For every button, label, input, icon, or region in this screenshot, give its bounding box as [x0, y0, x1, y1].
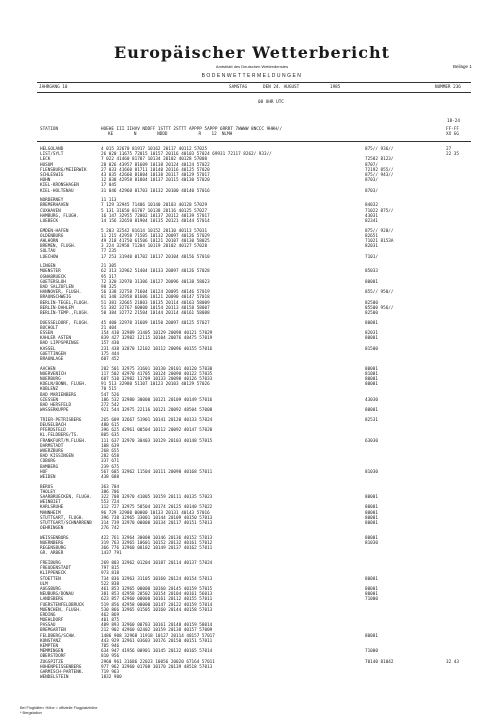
station-observation: 98 325	[101, 285, 117, 290]
station-name: WEINBIET	[40, 500, 61, 506]
station-name: PFERDSFELD	[40, 428, 66, 434]
station-name: SCHLESWIG	[40, 172, 64, 178]
station-extra: 82651	[365, 233, 378, 239]
station-extra: 63030	[365, 438, 378, 444]
station-extra: 80001	[365, 586, 378, 592]
station-name: GOETTINGEN	[40, 351, 66, 357]
station-extra: 82531	[365, 417, 378, 423]
station-name: ZUGSPITZE	[40, 659, 64, 665]
station-observation: 268 655	[101, 448, 120, 454]
station-name: CUXHAVEN	[40, 208, 61, 214]
station-name: KIEL-KRONSHAGEN	[40, 183, 79, 189]
station-extra: 80001	[365, 382, 378, 388]
station-name: KONSTANZ	[40, 638, 61, 644]
station-name: THOLEY	[40, 489, 56, 495]
station-observation: 705 946	[101, 644, 120, 649]
col-codes: HOEHE III IIHVV NDDFF 1STTT 2STTT APPPP 5APPP 6RRRT 7WWWW 8NCCC 9HHH//	[101, 127, 283, 132]
station-name: KIEL-HOLTENAU	[40, 188, 74, 194]
station-extra: 8703/	[365, 178, 378, 184]
station-observation: 11 215 42958 71505 10132 20097 40126 57029	[101, 233, 210, 239]
footer-note-2: * Bergstation	[20, 711, 42, 715]
station-observation: 62 313 32962 51404 10133 20097 40126 57028	[101, 269, 210, 275]
station-name: KARLSRUHE	[40, 505, 64, 511]
station-name: KOELN/BONN, FLUGH.	[40, 382, 87, 388]
station-extra: 80001	[365, 510, 378, 516]
station-name: DARMSTADT	[40, 443, 64, 449]
station-observation: 3 224 32958 71204 10119 20102 40127 57028	[101, 244, 208, 250]
station-name: LIST/SYLT	[40, 152, 64, 158]
station-name: OBERSTDORF	[40, 654, 66, 660]
station-name: FRANKFURT/M.FLUGH.	[40, 438, 87, 444]
station-name: HAMBURG, FLUGH.	[40, 213, 79, 219]
station-observation: 7 129 32945 71406 10140 20103 40120 57029	[101, 203, 208, 209]
station-name: BRAUNLAGE	[40, 356, 64, 362]
station-observation: 337 671	[101, 459, 120, 465]
station-extra: 8707/	[365, 162, 378, 168]
station-name: BOCHOLT	[40, 325, 59, 331]
station-observation: 28 026 43957 81609 10138 20124 40124 57022	[101, 162, 210, 168]
station-observation: 231 438 32870 12102 10112 20096 40155 57016	[101, 346, 213, 352]
station-name: LINGEN	[40, 264, 56, 270]
station-observation: 17 253 31940 01702 10117 20104 40156 57010	[101, 254, 210, 260]
station-observation: 443 929 32961 03603 10176 20150 40151 57011	[101, 638, 213, 644]
station-name: WEIDEN	[40, 474, 56, 480]
jahrgang: JAHRGANG 10	[39, 84, 68, 90]
station-name: BAD HERSFELD	[40, 402, 72, 408]
station-extra: 80001	[365, 366, 378, 372]
station-observation: 805 635	[101, 433, 120, 439]
station-extra: 80001	[365, 520, 378, 526]
station-observation: 21 404	[101, 325, 117, 331]
station-name: TRIER-PETRISBERG	[40, 417, 82, 423]
station-name: GIESSEN	[40, 397, 59, 403]
col-codes-2: KE N NDDD R 12 NLMH	[108, 132, 233, 137]
station-observation: 14 156 32658 81904 10135 20121 40144 57014	[101, 218, 210, 224]
station-name: AUGSBURG	[40, 586, 61, 592]
station-name: FUERSTENFELDBRUCK	[40, 602, 84, 608]
station-extra: 71000	[365, 597, 378, 603]
station-observation: 56 338 32758 71604 10124 20095 40146 57019	[101, 290, 210, 296]
station-observation: 117 502 42970 41705 10124 20090 40122 57035	[101, 371, 213, 377]
station-observation: 239 675	[101, 464, 120, 470]
date: DEN 24. AUGUST	[263, 84, 300, 90]
station-extra: 43031	[365, 213, 378, 219]
station-name: STUTTGART/SCHNARRENB	[40, 520, 92, 526]
station-name: MUENCHEN, FLUGH.	[40, 607, 82, 613]
station-extra: 875// 920//	[365, 228, 394, 234]
station-observation: 422 761 32964 30000 10146 20136 40152 57013	[101, 535, 213, 541]
station-observation: 314 739 32970 00000 10134 20117 40151 57013	[101, 520, 213, 526]
station-name: FREUDENSTADT	[40, 566, 72, 572]
station-observation: 72 320 32970 31306 10127 20096 40138 58023	[101, 279, 210, 285]
station-name: GUETERSLOH	[40, 279, 66, 285]
station-observation: 154 410 32989 31405 10129 20098 40121 57029	[101, 331, 213, 336]
station-observation: 386 706	[101, 489, 120, 495]
station-name: SOLTAU	[40, 249, 56, 255]
station-observation: 175 444	[101, 351, 120, 357]
station-name: OEHRINGEN	[40, 526, 64, 532]
wind-list	[446, 147, 486, 680]
station-name: BERLIN-TEGEL,FLUGH.	[40, 300, 90, 306]
station-name: LANDSBERG	[40, 597, 64, 603]
station-name: WEISSENBURG	[40, 535, 69, 541]
station-name: FLENSBURG/MEIERWIK	[40, 167, 87, 173]
station-name: KLIPPENECK	[40, 571, 66, 577]
station-observation: 977 962 32960 01708 10170 20139 48518 57013	[101, 664, 213, 670]
station-name: KL.FELDBERG/TS.	[40, 433, 79, 439]
station-observation: 50 384 32772 21504 10144 20114 40161 58008	[101, 310, 210, 316]
station-observation: 81 348 32958 01606 10121 20090 40147 57018	[101, 295, 210, 301]
station-name: LUEBECK	[40, 218, 59, 224]
station-extra	[365, 675, 425, 680]
station-extra: 81001	[365, 371, 378, 377]
col-ff: FF-FF	[446, 127, 459, 132]
station-name: AHLHORN	[40, 239, 59, 244]
station-observation: 1486 908 32968 11918 10127 20114 40157 57017	[101, 633, 215, 639]
station-extra: 875// 936//	[365, 147, 394, 152]
station-observation: 921 544 32975 22116 10121 20092 48504 57008	[101, 408, 213, 414]
station-observation: 366 776 32960 00102 10149 20137 40162 57011	[101, 546, 213, 552]
station-extra: 82031	[365, 244, 378, 250]
page-title: Europäischer Wetterbericht	[114, 43, 390, 62]
station-name: HOHENPEISSENBERG	[40, 664, 82, 670]
station-observation: 108 639	[101, 443, 120, 449]
station-observation: 810 956	[101, 654, 120, 660]
section-title: BODENWETTERMELDUNGEN	[201, 73, 303, 79]
station-wind: 27	[446, 147, 452, 152]
station-observation: 797 815	[101, 566, 120, 572]
col-station: STATION	[40, 127, 59, 132]
page-subtitle: Amtsblatt des Deutschen Wetterdienstes	[215, 64, 289, 69]
station-name: HUSUM	[40, 162, 53, 168]
station-observation: 438 688	[101, 474, 120, 480]
station-extra: 80001	[365, 576, 378, 582]
station-observation: 461 853 32965 00000 10160 20145 40159 57015	[101, 586, 213, 592]
station-extra: 80001	[365, 408, 378, 414]
station-name: EMDEN-HAFEN	[40, 228, 69, 234]
header-rule	[37, 141, 471, 142]
station-name: STUTTGART, FLUGH.	[40, 515, 84, 521]
station-observation: 276 742	[101, 526, 120, 532]
station-name: OSNABRUECK	[40, 274, 66, 280]
station-name: ULM	[40, 581, 48, 587]
footer-note-1: Bei Flughäfen: Höhe = offizielle Flugplatzhöhe	[20, 706, 98, 710]
station-observation: 96 729 32980 00000 10133 20131 40143 57016	[101, 510, 210, 516]
station-observation: 396 625 42961 00504 10112 20092 40147 57020	[101, 428, 213, 434]
station-observation: 112 727 32975 50504 10174 20125 40140 57022	[101, 505, 213, 511]
station-name: MUENSTER	[40, 269, 61, 275]
station-name: BREMERHAVEN	[40, 203, 69, 209]
station-observation: 522 838	[101, 581, 120, 587]
time-label: 00 UHR UTC	[258, 100, 284, 105]
day: SAMSTAG	[229, 84, 248, 90]
station-observation: 607 452	[101, 356, 120, 362]
station-extra: 80001	[365, 592, 378, 598]
station-observation: 839 427 32982 12115 10104 20076 48475 57019	[101, 336, 213, 342]
station-name: MANNHEIM	[40, 510, 61, 516]
station-name: NEUBURG/DONAU	[40, 592, 74, 598]
station-name: STOETTEN	[40, 576, 61, 582]
station-observation: 70 515	[101, 387, 117, 393]
station-extra: 71022 875//	[365, 208, 397, 214]
station-extra: 80001	[365, 279, 378, 285]
station-observation: 5 203 32542 81614 10152 20110 40113 57031	[101, 228, 208, 234]
station-name: BREMGARTEN	[40, 628, 66, 634]
station-name: BERLIN-DAHLEM	[40, 305, 74, 311]
station-name: WUERZBURG	[40, 448, 64, 454]
station-observation: 480 615	[101, 423, 120, 428]
station-extra: 875// 943//	[365, 172, 394, 178]
station-name: KOBLENZ	[40, 387, 59, 393]
station-observation: 269 803 32962 01204 10187 20114 40137 57024	[101, 561, 213, 566]
station-wind	[446, 675, 486, 680]
station-name: PASSAU	[40, 623, 56, 629]
station-observation: 186 532 32980 30000 10121 20109 40149 57016	[101, 397, 213, 403]
station-name: WASSERKUPPE	[40, 408, 69, 414]
station-extra: 85033	[365, 269, 378, 275]
station-observation: 363 704	[101, 484, 120, 490]
station-observation: 567 685 32962 11504 10111 20098 40168 57011	[101, 469, 213, 475]
station-extra: 80001	[365, 320, 378, 326]
station-name: WENDELSTEIN	[40, 675, 69, 681]
station-name: NORDERNEY	[40, 198, 64, 204]
station-name: NUERNBERG	[40, 540, 64, 546]
station-observation: 157 430	[101, 341, 120, 347]
station-extra: 80001	[365, 633, 378, 639]
station-extra: 82500	[365, 300, 378, 306]
station-name: HELGOLAND	[40, 147, 64, 152]
observation-list	[101, 147, 351, 680]
station-extra: 71021 8153A	[365, 239, 394, 244]
station-extra: 80001	[365, 336, 378, 342]
station-name: HOF	[40, 469, 48, 475]
station-wind: 32 43	[446, 659, 459, 665]
station-observation: 31 046 42960 81703 10132 20100 40140 57016	[101, 188, 210, 194]
station-observation: 43 035 42660 81804 10138 20117 40129 57017	[101, 172, 210, 178]
station-extra: 81500	[365, 346, 378, 352]
station-name: HANNOVER, FLUGH.	[40, 290, 82, 296]
station-extra: 43030	[365, 397, 378, 403]
station-observation: 734 836 32963 31105 10160 20124 40154 57013	[101, 576, 213, 582]
station-name: KASSEL	[40, 346, 56, 352]
station-name: LECK	[40, 157, 51, 163]
station-observation: 1437 791	[101, 551, 122, 557]
station-extra: 81030	[365, 469, 378, 475]
station-observation: 4 015 32670 81917 10162 20117 40112 57025	[101, 147, 208, 152]
station-observation: 519 856 42958 00000 10147 20122 40159 57014	[101, 602, 213, 608]
station-name: BREMEN, FLUGH.	[40, 244, 77, 250]
station-wind: 22 35	[446, 152, 459, 158]
station-extra: 8703/	[365, 188, 378, 194]
station-extra: 80001	[365, 515, 378, 521]
station-observation: 27 033 41660 81711 10140 20116 40125 57020	[101, 167, 210, 173]
station-name: MEMMINGEN	[40, 649, 64, 655]
footer	[20, 706, 98, 716]
station-observation: 396 738 32965 33001 10144 20109 40150 57013	[101, 515, 213, 521]
station-observation: 95 317	[101, 274, 117, 280]
station-name: KEMPTEN	[40, 644, 59, 649]
station-name: FELDBERG/SCHW.	[40, 633, 77, 639]
year: 1985	[330, 84, 341, 90]
station-observation: 265 609 32667 51901 10141 20120 40133 57024	[101, 417, 213, 423]
station-extra: 855// 950//	[365, 290, 394, 296]
station-extra: 81030	[365, 540, 378, 546]
station-observation: 202 501 32975 31601 10130 20101 40120 57030	[101, 366, 213, 372]
station-name: AACHEN	[40, 366, 56, 372]
station-name: DUESSELDORF, FLUGH.	[40, 320, 90, 326]
station-observation: 49 218 41750 61506 10121 20107 40130 58025	[101, 239, 210, 244]
station-name: REGENSBURG	[40, 546, 66, 552]
col-hours: 18-24	[447, 119, 460, 124]
station-observation: 12 038 42958 81804 10137 20115 40130 57020	[101, 178, 210, 184]
beilage-label: Beilage 1	[453, 64, 472, 69]
station-name: HOHN	[40, 178, 51, 184]
station-name: SAARBRUECKEN, FLUGH.	[40, 494, 92, 500]
station-observation: 409 893 32960 00703 10161 20148 40159 58014	[101, 623, 213, 629]
station-name: FREIBURG	[40, 561, 61, 566]
station-observation: 381 853 42958 20502 10154 20104 40161 56013	[101, 592, 213, 598]
station-observation: 17 045	[101, 183, 117, 189]
extra-groups-list	[365, 147, 425, 680]
station-name: DEUSELBACH	[40, 423, 66, 428]
station-observation: 634 947 41956 00901 10145 20132 40165 57014	[101, 649, 213, 655]
station-extra: 72192 855//	[365, 167, 394, 173]
station-observation: 5 131 31650 81707 10138 20116 40125 57027	[101, 208, 208, 214]
station-observation: 45 400 32970 31609 10150 20097 40125 57027	[101, 320, 210, 326]
station-extra: 7101/	[365, 254, 378, 260]
station-extra: 71000	[365, 649, 378, 655]
station-observation: 7 022 41460 81707 10134 20102 40128 57008	[101, 157, 208, 163]
station-name: GARMISCH-PARTENK.	[40, 669, 84, 675]
station-name: NOERVENICH	[40, 371, 66, 377]
station-observation: 111 637 32970 30403 10129 20103 40148 57015	[101, 438, 213, 444]
station-extra: 85500 956//	[365, 305, 394, 311]
station-name: BAD MARIENBERG	[40, 392, 77, 398]
station-name: ERDING	[40, 612, 56, 618]
station-observation: 607 510 32982 11709 10133 20098 40126 57033	[101, 377, 213, 382]
station-observation: 282 658	[101, 454, 120, 460]
station-observation: 51 382 32767 60000 10154 20113 40158 58007	[101, 305, 210, 311]
station-observation: 462 869	[101, 612, 120, 618]
station-observation: 16 147 32955 72002 10137 20112 40139 57017	[101, 213, 210, 219]
station-observation: 51 381 32665 21803 10135 20114 40163 58009	[101, 300, 210, 306]
station-name: BAD KISSINGEN	[40, 454, 74, 460]
station-extra: 84032	[365, 203, 378, 209]
info-row	[37, 82, 471, 93]
station-observation: 553 724	[101, 500, 120, 506]
station-name: LUECHOW	[40, 254, 59, 260]
station-observation: 319 763 32965 10601 10152 20132 40161 57012	[101, 540, 213, 546]
station-observation: 91 513 32980 51107 10123 20103 40129 57026	[101, 382, 210, 388]
station-observation: 77 235	[101, 249, 117, 255]
station-name: KAHLER ASTEN	[40, 336, 72, 342]
station-name: NUERBURG	[40, 377, 61, 382]
station-name: BERUS	[40, 484, 53, 490]
station-observation: 973 818	[101, 571, 120, 577]
station-observation: 719 963	[101, 669, 120, 675]
station-name: BRAUNSCHWEIG	[40, 295, 72, 301]
station-extra: 82500	[365, 310, 378, 316]
station-observation: 212 902 42960 02402 10159 20138 40157 57009	[101, 628, 213, 634]
station-name: COBURG	[40, 459, 56, 465]
station-name: ESSEN	[40, 331, 53, 336]
station-observation: 322 708 32970 41005 10159 20111 40135 57023	[101, 494, 213, 500]
station-observation: 11 113	[101, 198, 117, 204]
station-extra: 82031	[365, 331, 378, 336]
col-xx: XX GG	[446, 132, 459, 137]
station-extra: 82341	[365, 218, 378, 224]
station-name: BAD SALZUFLEN	[40, 285, 74, 290]
station-name: BERLIN-TEMP.,FLUGH.	[40, 310, 90, 316]
station-extra: 80001	[365, 535, 378, 541]
station-extra: 70140 81042	[365, 659, 394, 665]
station-name: BAMBERG	[40, 464, 59, 470]
station-name: BAD LIPPSPRINGE	[40, 341, 79, 347]
station-observation: 1832 980	[101, 675, 122, 681]
station-observation: 530 866 32965 01505 10160 20144 40158 57013	[101, 607, 213, 613]
station-observation: 21 305	[101, 264, 117, 270]
station-extra: 80001	[365, 494, 378, 500]
station-observation: 623 857 42960 00000 10161 20112 40155 57011	[101, 597, 213, 603]
station-observation: 401 875	[101, 618, 120, 624]
station-name: GR. ARBER	[40, 551, 64, 557]
station-name: MUEHLDORF	[40, 618, 64, 624]
station-extra: 80001	[365, 505, 378, 511]
station-observation: 547 526	[101, 392, 120, 398]
nummer: NUMMER 236	[435, 84, 461, 90]
station-extra: 72582 8123/	[365, 157, 394, 163]
station-observation: 2960 961 31686 22023 10056 20020 67164 57011	[101, 659, 215, 665]
station-name: OLDENBURG	[40, 233, 64, 239]
station-extra: 80001	[365, 377, 378, 382]
station-observation: 26 020 11675 72015 10157 20116 40103 57024 69931 72117 8262/ 933//	[101, 152, 272, 158]
station-observation: 272 542	[101, 402, 120, 408]
